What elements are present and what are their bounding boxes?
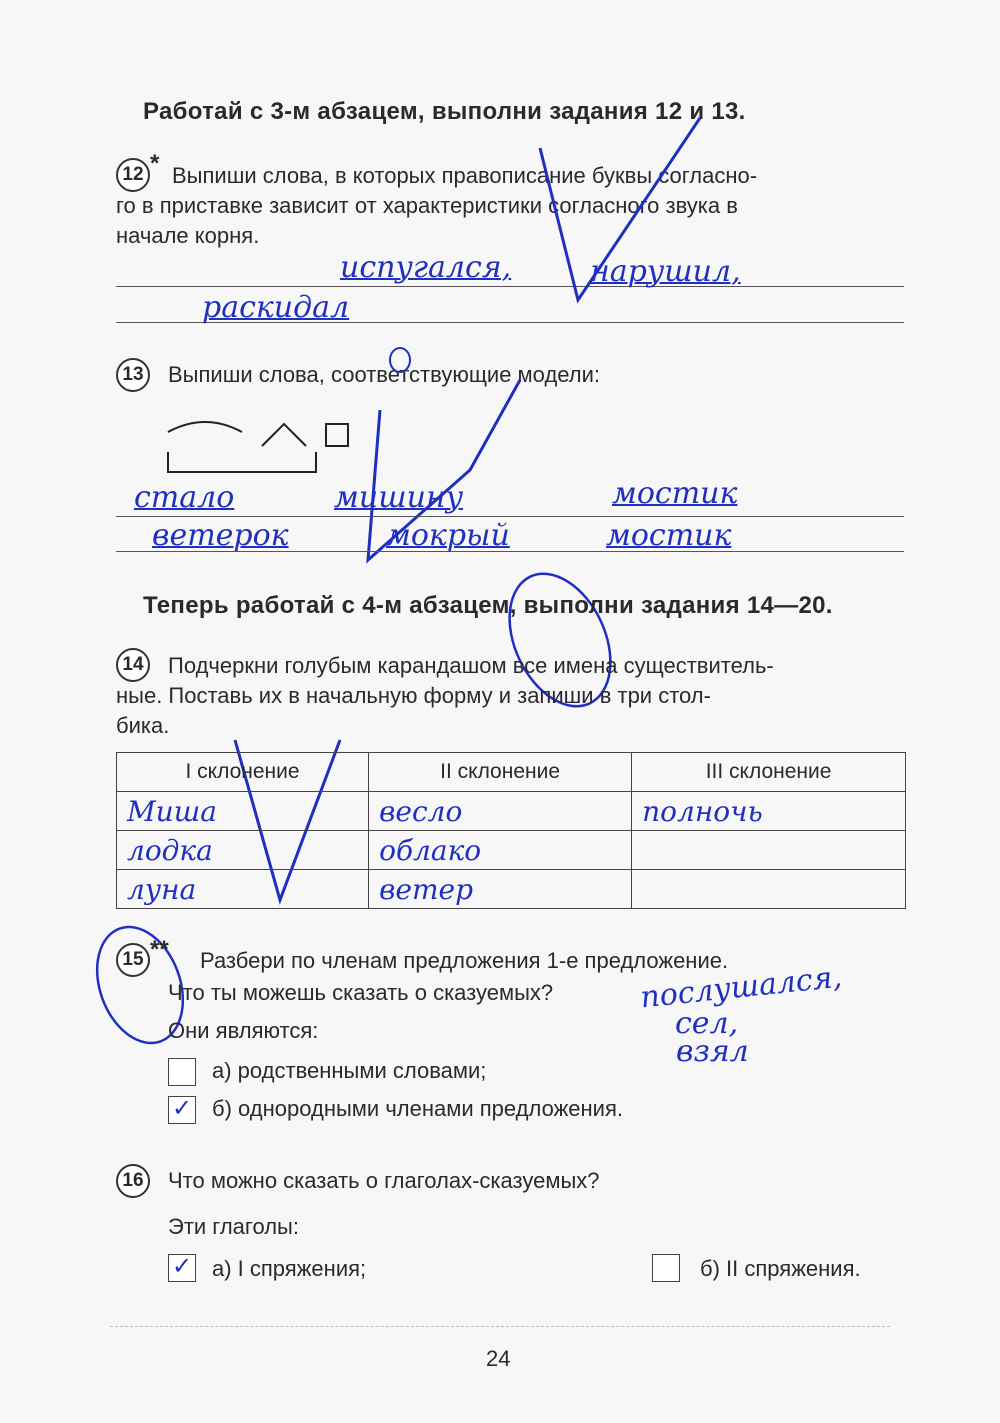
handwritten-answer: мостик (606, 518, 732, 553)
task-number-14: 14 (116, 648, 150, 682)
task-15-line-3: Они являются: (168, 1018, 319, 1043)
handwritten-answer: стало (134, 480, 235, 515)
page-number: 24 (486, 1346, 511, 1371)
task-16-sub: Эти глаголы: (168, 1214, 299, 1239)
task-16-text: Что можно сказать о глаголах-сказуемых? (168, 1168, 600, 1193)
column-header-declension-2: II склонение (369, 753, 632, 792)
conjugation-1-label: а) I спряжения; (212, 1256, 367, 1281)
handwritten-answer: раскидал (202, 290, 350, 325)
task-15-line-2: Что ты можешь сказать о сказуемых? (168, 980, 554, 1005)
table-cell: луна (117, 870, 369, 909)
table-cell: ветер (369, 870, 632, 909)
task-13-text: Выпиши слова, соответствующие модели: (168, 362, 601, 387)
table-cell: полночь (632, 792, 906, 831)
page-divider (110, 1326, 890, 1327)
table-row (117, 831, 906, 870)
task-14-line-2: ные. Поставь их в начальную форму и запиши в три стол- (116, 683, 711, 708)
table-cell: Миша (117, 792, 369, 831)
task-15-stars: ** (150, 936, 169, 963)
column-header-declension-3: III склонение (632, 753, 906, 792)
option-a-checkbox[interactable] (168, 1058, 196, 1086)
task-12-star: * (150, 150, 160, 177)
handwritten-answer: мишину (334, 480, 464, 515)
table-cell: облако (369, 831, 632, 870)
task-number-12: 12 (116, 158, 150, 192)
task-number-13: 13 (116, 358, 150, 392)
task-12-line-2: го в приставке зависит от характеристики согласного звука в (116, 193, 738, 218)
option-a-label: а) родственными словами; (212, 1058, 487, 1083)
table-row (117, 870, 906, 909)
task-14-line-3: бика. (116, 713, 170, 738)
handwritten-answer: мостик (612, 476, 738, 511)
task-12-line-1: Выпиши слова, в которых правописание буквы согласно- (172, 163, 758, 188)
conjugation-2-checkbox[interactable] (652, 1254, 680, 1282)
task-12-line-3: начале корня. (116, 223, 260, 248)
section-heading-1: Работай с 3-м абзацем, выполни задания 12 и 13. (143, 98, 746, 125)
conjugation-2-label: б) II спряжения. (700, 1256, 861, 1281)
option-b-label: б) однородными членами предложения. (212, 1096, 623, 1121)
section-heading-2: Теперь работай с 4-м абзацем, выполни задания 14—20. (143, 592, 833, 619)
task-number-16: 16 (116, 1164, 150, 1198)
conjugation-1-checkbox[interactable]: ✓ (168, 1254, 196, 1282)
answer-line (116, 516, 904, 517)
table-header-row (117, 753, 906, 792)
table-cell: весло (369, 792, 632, 831)
handwritten-answer: послушался, (638, 959, 844, 1016)
handwritten-answer: взял (676, 1034, 749, 1069)
table-cell: лодка (117, 831, 369, 870)
task-14-line-1: Подчеркни голубым карандашом все имена существитель- (168, 653, 774, 678)
handwritten-answer: ветерок (152, 518, 289, 553)
table-cell (632, 870, 906, 909)
table-row (117, 792, 906, 831)
column-header-declension-1: I склонение (117, 753, 369, 792)
option-b-checkbox[interactable]: ✓ (168, 1096, 196, 1124)
handwritten-answer: мокрый (386, 518, 510, 553)
task-number-15: 15 (116, 943, 150, 977)
handwritten-answer: нарушил, (590, 254, 741, 289)
table-cell (632, 831, 906, 870)
declension-table (116, 752, 906, 909)
handwritten-answer: испугался, (340, 250, 512, 285)
handwritten-answer: сел, (675, 1006, 739, 1041)
task-15-line-1: Разбери по членам предложения 1-е предложение. (200, 948, 729, 973)
